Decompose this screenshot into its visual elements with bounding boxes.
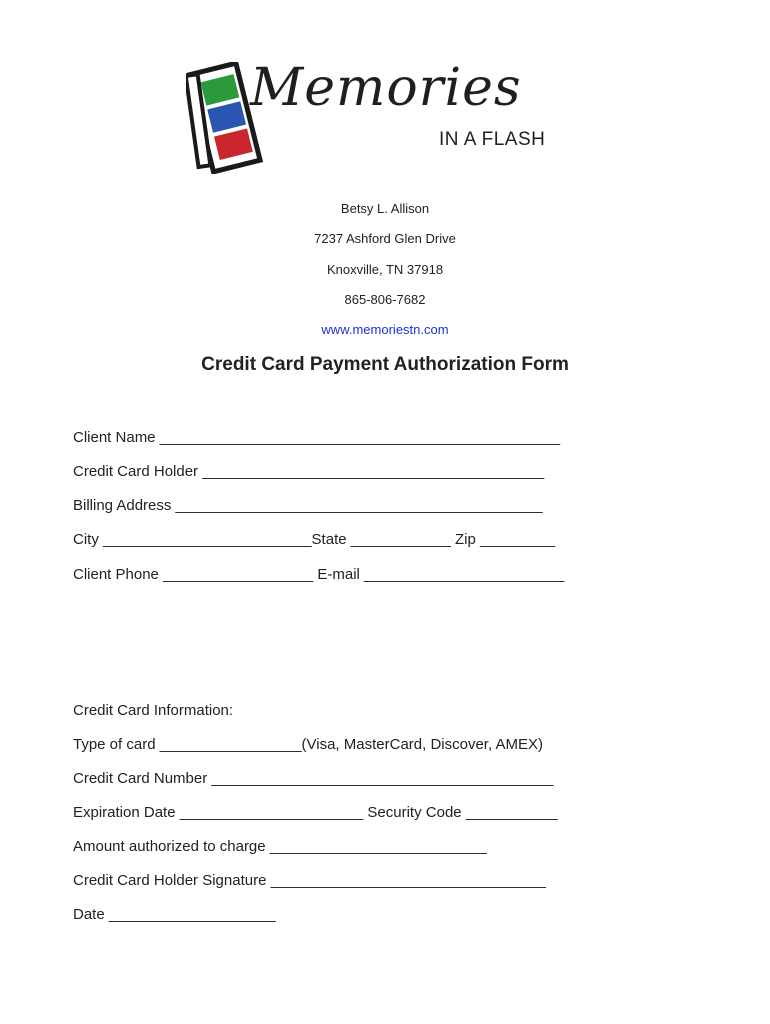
billing-address-field[interactable]: Billing Address ____________________________________________	[73, 497, 543, 514]
amount-field[interactable]: Amount authorized to charge __________________________	[73, 838, 487, 855]
company-logo	[186, 58, 556, 174]
city-state-zip-field[interactable]: City _________________________State ____________ Zip _________	[73, 531, 556, 548]
contact-phone: 865-806-7682	[344, 292, 426, 307]
card-holder-field[interactable]: Credit Card Holder _________________________________________	[73, 463, 545, 480]
contact-city: Knoxville, TN 37918	[326, 262, 444, 277]
logo-wordmark: Memories	[250, 58, 522, 118]
card-number-field[interactable]: Credit Card Number _________________________________________	[73, 770, 554, 787]
contact-name: Betsy L. Allison	[340, 201, 430, 216]
client-name-field[interactable]: Client Name ________________________________________________	[73, 429, 561, 446]
contact-website-row	[0, 322, 770, 337]
signature-field[interactable]: Credit Card Holder Signature _________________________________	[73, 872, 546, 889]
website-link[interactable]: www.memoriestn.com	[321, 322, 449, 337]
date-field[interactable]: Date ____________________	[73, 906, 276, 923]
cc-info-heading: Credit Card Information:	[73, 702, 234, 719]
form-title: Credit Card Payment Authorization Form	[201, 354, 569, 375]
expiration-security-field[interactable]: Expiration Date ______________________ Security Code ___________	[73, 804, 558, 821]
phone-email-field[interactable]: Client Phone __________________ E-mail ________________________	[73, 566, 565, 583]
logo-tagline: IN A FLASH	[439, 129, 546, 150]
card-type-field[interactable]: Type of card _________________(Visa, MasterCard, Discover, AMEX)	[73, 736, 543, 753]
contact-street: 7237 Ashford Glen Drive	[314, 231, 456, 246]
